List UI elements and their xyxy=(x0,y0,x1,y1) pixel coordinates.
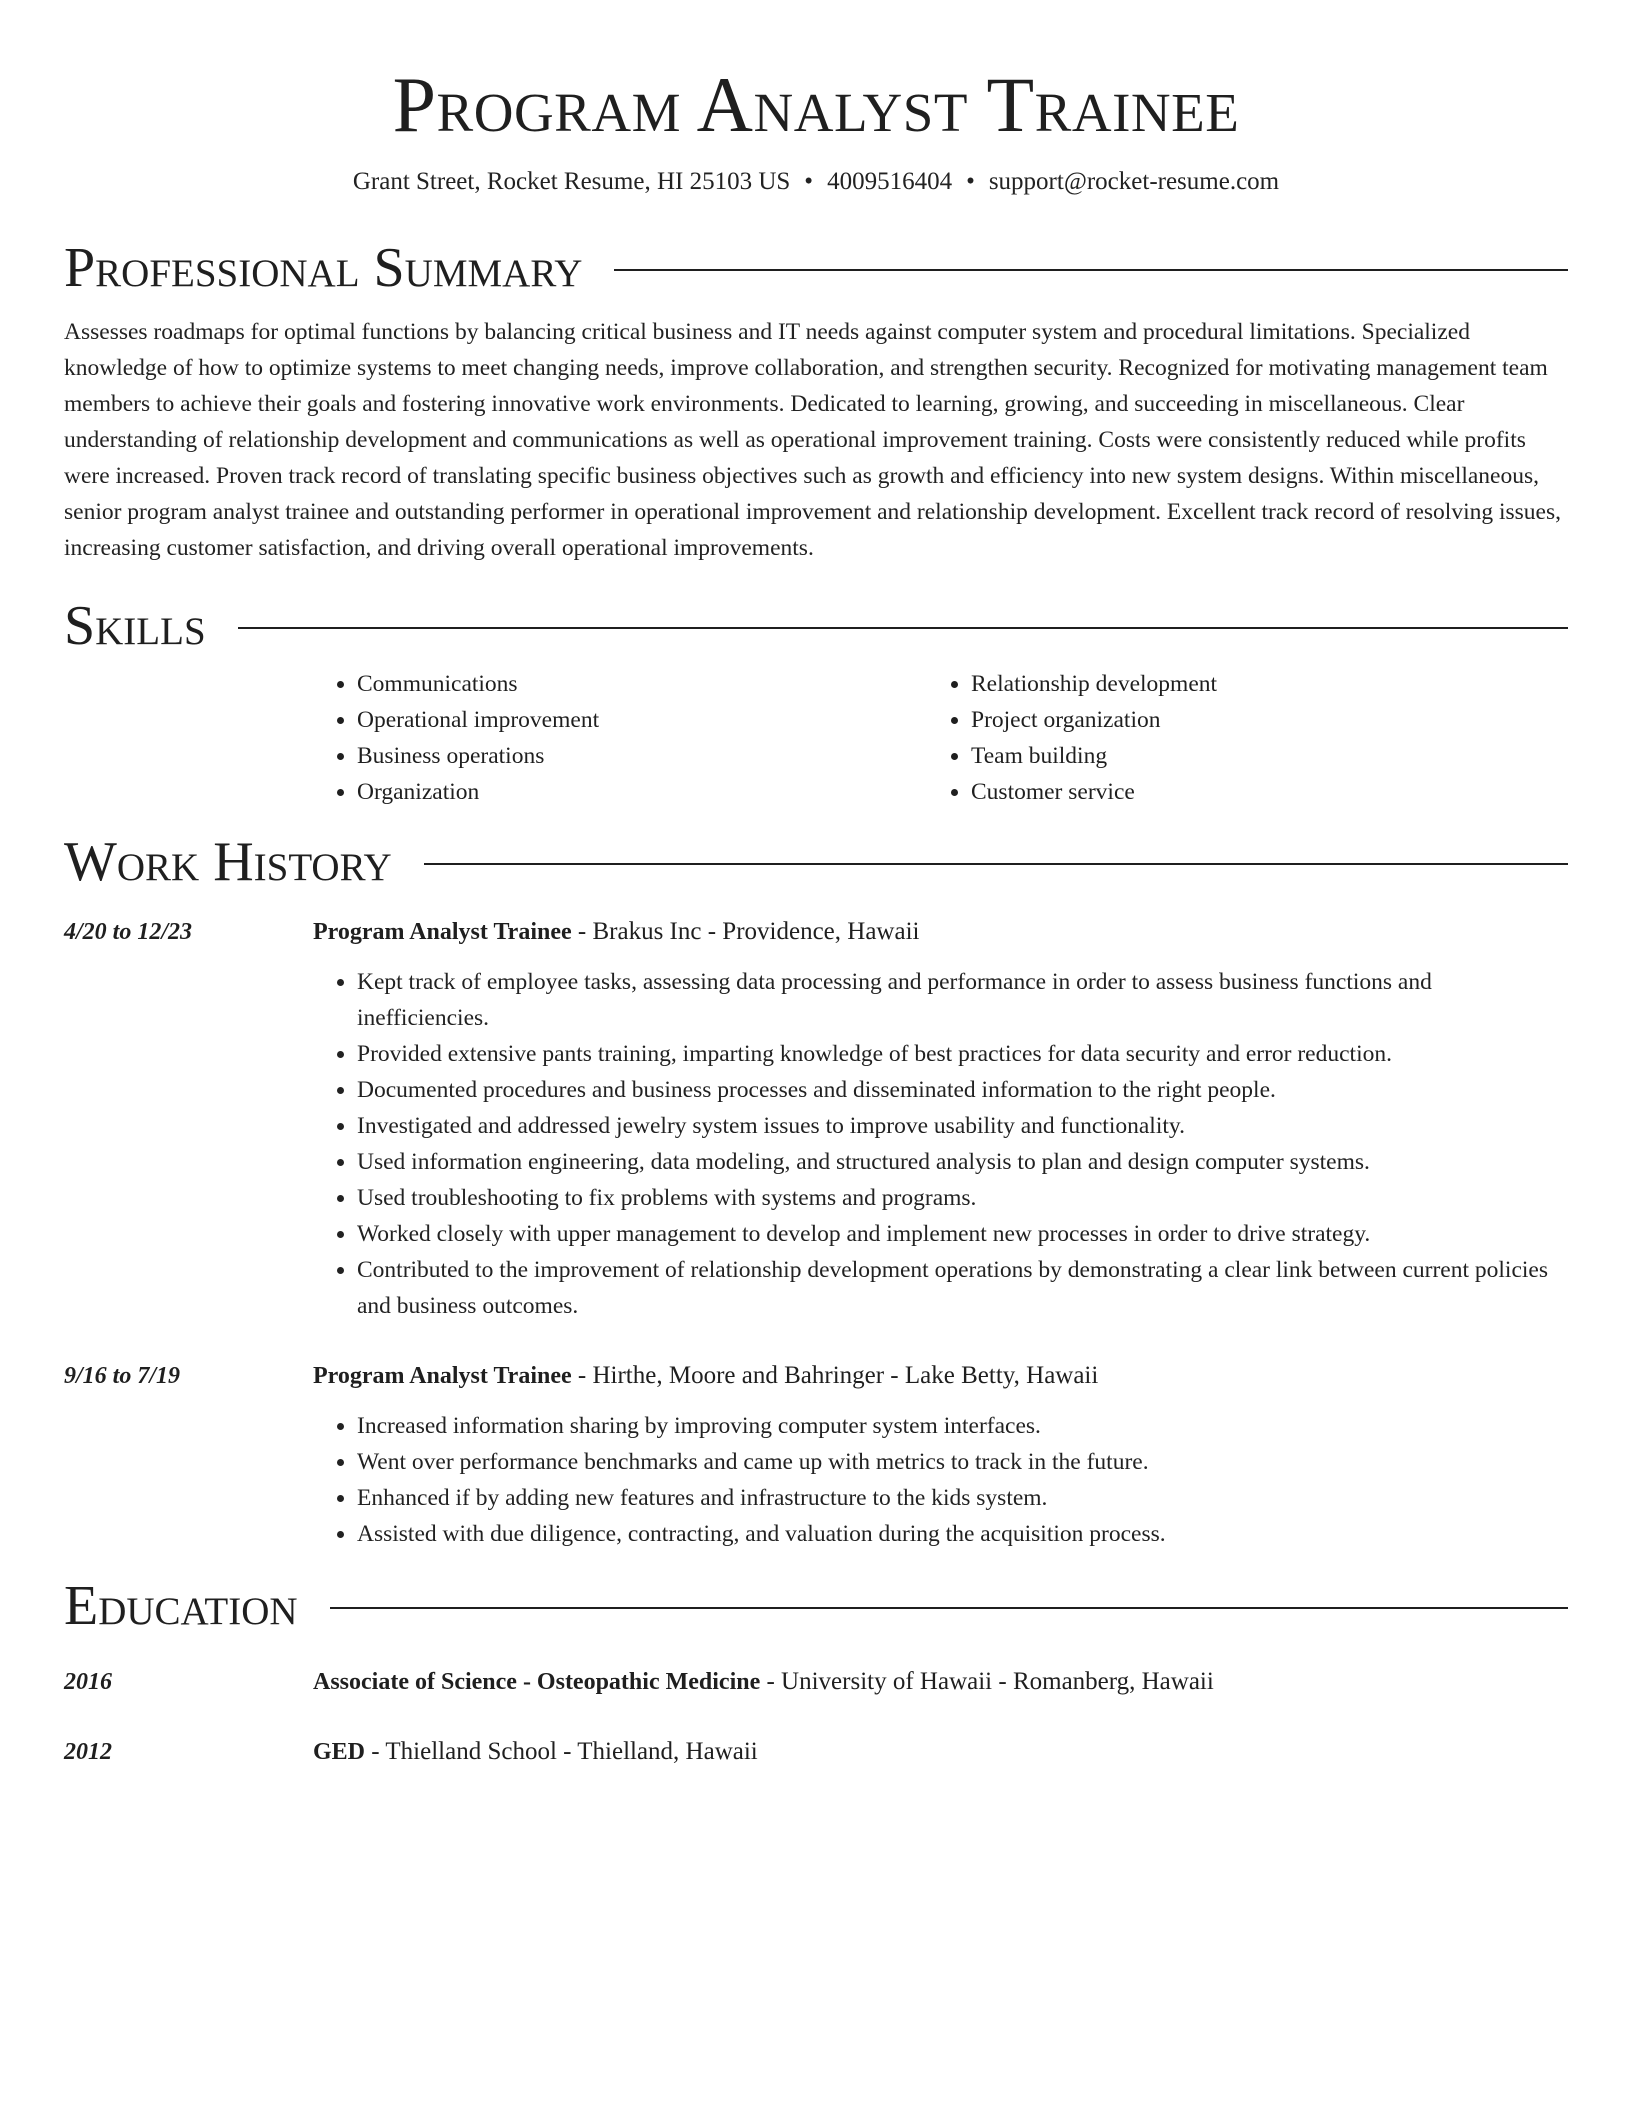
skills-list xyxy=(313,666,1568,810)
skill-item: • Communications xyxy=(357,666,927,702)
job-body xyxy=(313,914,1568,1324)
skill-item: • Operational improvement xyxy=(357,702,927,738)
work-heading: Work History xyxy=(64,831,392,893)
education-degree: Associate of Science - Osteopathic Medicine xyxy=(313,1669,761,1695)
job-headline xyxy=(313,914,1568,950)
job-details: - Hirthe, Moore and Bahringer - Lake Betty, Hawaii xyxy=(571,1362,1099,1389)
education-year: 2016 xyxy=(64,1669,112,1695)
job-bullet: • Enhanced if by adding new features and infrastructure to the kids system. xyxy=(357,1480,1568,1516)
job-bullet: • Went over performance benchmarks and came up with metrics to track in the future. xyxy=(357,1444,1568,1480)
contact-line xyxy=(64,166,1568,198)
contact-phone: 4009516404 xyxy=(827,168,953,195)
contact-address: Grant Street, Rocket Resume, HI 25103 US xyxy=(352,168,791,195)
job-dates: 4/20 to 12/23 xyxy=(64,919,193,945)
resume-page xyxy=(64,0,1568,1770)
job-title: Program Analyst Trainee xyxy=(313,1363,572,1389)
skills-heading: Skills xyxy=(64,595,206,657)
section-divider xyxy=(330,1607,1568,1609)
resume-title: Program Analyst Trainee xyxy=(392,61,1240,148)
education-body xyxy=(313,1664,1568,1700)
education-year: 2012 xyxy=(64,1739,112,1765)
section-divider xyxy=(614,269,1568,271)
job-dates: 9/16 to 7/19 xyxy=(64,1363,181,1389)
summary-heading: Professional Summary xyxy=(64,237,583,299)
skill-item: • Team building xyxy=(971,738,1541,774)
summary-text: Assesses roadmaps for optimal functions by balancing critical business and IT needs against computer system and procedural limitations. Specialized knowledge of how to optimize systems to meet changing needs, improve collaboration, and strengthen security. Recognized for motivating management team members to achieve their goals and fostering innovative work environments. Dedicated to learning, growing, and succeeding in miscellaneous. Clear understanding of relationship development and communications as well as operational improvement training. Costs were consistently reduced while profits were increased. Proven track record of translating specific business objectives such as growth and efficiency into new system designs. Within miscellaneous, senior program analyst trainee and outstanding performer in operational improvement and relationship development. Excellent track record of resolving issues, increasing customer satisfaction, and driving overall operational improvements. xyxy=(64,319,1562,561)
job-bullet: • Documented procedures and business processes and disseminated information to the right people. xyxy=(357,1072,1568,1108)
education-heading: Education xyxy=(64,1575,298,1637)
job-bullet: • Provided extensive pants training, imparting knowledge of best practices for data security and error reduction. xyxy=(357,1036,1568,1072)
education-body xyxy=(313,1734,1568,1770)
education-details: - Thielland School - Thielland, Hawaii xyxy=(365,1738,758,1765)
job-bullet: • Contributed to the improvement of relationship development operations by demonstrating a clear link between current policies and business outcomes. xyxy=(357,1252,1568,1324)
job-bullets xyxy=(313,964,1568,1324)
job-bullet: • Increased information sharing by improving computer system interfaces. xyxy=(357,1408,1568,1444)
skill-item: • Organization xyxy=(357,774,927,810)
section-divider xyxy=(238,627,1568,629)
education-section-header xyxy=(64,1574,1568,1638)
education-degree: GED xyxy=(313,1739,366,1765)
work-section-header xyxy=(64,830,1568,894)
skills-section-header xyxy=(64,594,1568,658)
skill-item: • Relationship development xyxy=(971,666,1541,702)
job-entry xyxy=(64,914,1568,1324)
job-bullet: • Used troubleshooting to fix problems with systems and programs. xyxy=(357,1180,1568,1216)
section-divider xyxy=(424,863,1568,865)
job-bullet: • Worked closely with upper management to develop and implement new processes in order to drive strategy. xyxy=(357,1216,1568,1252)
contact-separator: • xyxy=(804,168,814,195)
job-body xyxy=(313,1358,1568,1552)
education-details: - University of Hawaii - Romanberg, Hawaii xyxy=(760,1668,1214,1695)
job-title: Program Analyst Trainee xyxy=(313,919,572,945)
job-bullet: • Investigated and addressed jewelry system issues to improve usability and functionality. xyxy=(357,1108,1568,1144)
job-bullets xyxy=(313,1408,1568,1552)
job-bullet: • Assisted with due diligence, contracting, and valuation during the acquisition process. xyxy=(357,1516,1568,1552)
summary-section-header xyxy=(64,236,1568,300)
skills-column-left xyxy=(313,666,927,810)
job-headline xyxy=(313,1358,1568,1394)
job-entry xyxy=(64,1358,1568,1552)
skill-item: • Project organization xyxy=(971,702,1541,738)
skill-item: • Customer service xyxy=(971,774,1541,810)
education-entry xyxy=(64,1664,1568,1700)
skill-item: • Business operations xyxy=(357,738,927,774)
contact-email: support@rocket-resume.com xyxy=(988,168,1280,195)
job-details: - Brakus Inc - Providence, Hawaii xyxy=(571,918,920,945)
skills-column-right xyxy=(927,666,1541,810)
job-bullet: • Kept track of employee tasks, assessing data processing and performance in order to assess business functions and inefficiencies. xyxy=(357,964,1568,1036)
job-bullet: • Used information engineering, data modeling, and structured analysis to plan and design computer systems. xyxy=(357,1144,1568,1180)
education-entry xyxy=(64,1734,1568,1770)
contact-separator: • xyxy=(966,168,975,195)
